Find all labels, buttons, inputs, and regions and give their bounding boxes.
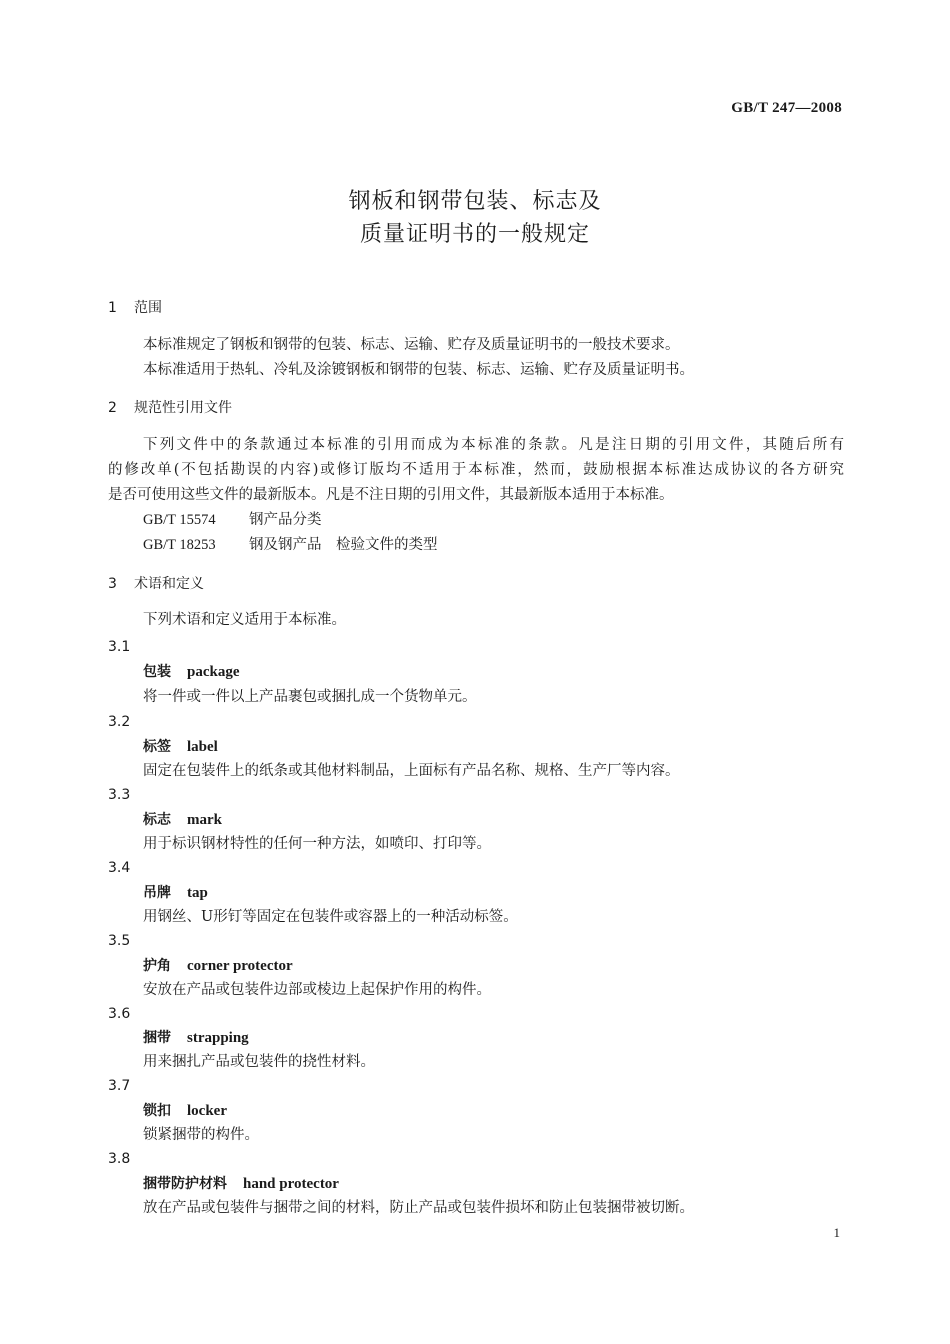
term-chinese: 吊牌	[143, 885, 171, 901]
term-number: 3.5	[108, 933, 131, 949]
section-title: 规范性引用文件	[134, 400, 232, 416]
term-english: strapping	[187, 1030, 249, 1046]
term-heading	[143, 1174, 844, 1194]
section-number: 2	[108, 400, 117, 416]
reference-item	[143, 535, 844, 555]
term-heading	[143, 662, 844, 682]
term-heading	[143, 737, 844, 757]
term-number: 3.2	[108, 714, 131, 730]
term-definition: 锁紧捆带的构件。	[143, 1127, 259, 1143]
paragraph: 本标准规定了钢板和钢带的包装、标志、运输、贮存及质量证明书的一般技术要求。	[143, 337, 680, 353]
term-chinese: 标签	[143, 739, 171, 755]
term-definition: 放在产品或包装件与捆带之间的材料，防止产品或包装件损坏和防止包装捆带被切断。	[143, 1200, 694, 1216]
page-number: 1	[833, 1225, 840, 1240]
term-chinese: 护角	[143, 958, 171, 974]
term-number: 3.7	[108, 1078, 131, 1094]
term-english: label	[187, 739, 218, 755]
term-english: corner protector	[187, 958, 293, 974]
paragraph-line: 是否可使用这些文件的最新版本。凡是不注日期的引用文件，其最新版本适用于本标准。	[108, 487, 674, 503]
term-english: hand protector	[243, 1176, 339, 1192]
term-english: tap	[187, 885, 208, 901]
term-definition: 用钢丝、U形钉等固定在包装件或容器上的一种活动标签。	[143, 909, 518, 925]
section-number: 3	[108, 576, 117, 592]
term-number: 3.3	[108, 787, 131, 803]
document-title-line-1: 钢板和钢带包装、标志及	[348, 189, 602, 214]
term-number: 3.4	[108, 860, 131, 876]
term-chinese: 锁扣	[143, 1103, 171, 1119]
term-definition: 固定在包装件上的纸条或其他材料制品，上面标有产品名称、规格、生产厂等内容。	[143, 763, 680, 779]
paragraph-line: 下列文件中的条款通过本标准的引用而成为本标准的条款。凡是注日期的引用文件，其随后所有	[143, 437, 844, 453]
paragraph: 下列术语和定义适用于本标准。	[143, 612, 346, 628]
paragraph-line: 的修改单(不包括勘误的内容)或修订版均不适用于本标准，然而，鼓励根据本标准达成协议的各方研究	[108, 462, 844, 478]
term-heading	[143, 956, 844, 976]
term-chinese: 包装	[143, 664, 171, 680]
term-english: mark	[187, 812, 222, 828]
term-heading	[143, 1101, 844, 1121]
term-definition: 将一件或一件以上产品裹包或捆扎成一个货物单元。	[143, 689, 477, 705]
section-number: 1	[108, 300, 117, 316]
section-title: 范围	[134, 300, 162, 316]
term-chinese: 标志	[143, 812, 171, 828]
section-title: 术语和定义	[134, 576, 204, 592]
term-definition: 安放在产品或包装件边部或棱边上起保护作用的构件。	[143, 982, 491, 998]
document-title-line-2: 质量证明书的一般规定	[359, 222, 590, 247]
term-heading	[143, 1028, 844, 1048]
reference-code: GB/T 15574	[143, 512, 216, 528]
section-heading-scope	[108, 298, 844, 318]
reference-code: GB/T 18253	[143, 537, 216, 553]
term-number: 3.8	[108, 1151, 131, 1167]
term-heading	[143, 810, 844, 830]
term-definition: 用于标识钢材特性的任何一种方法，如喷印、打印等。	[143, 836, 491, 852]
term-chinese: 捆带防护材料	[143, 1176, 227, 1192]
term-english: locker	[187, 1103, 227, 1119]
term-english: package	[187, 664, 240, 680]
paragraph: 本标准适用于热轧、冷轧及涂镀钢板和钢带的包装、标志、运输、贮存及质量证明书。	[143, 362, 694, 378]
section-heading-normative-references	[108, 398, 844, 418]
term-definition: 用来捆扎产品或包装件的挠性材料。	[143, 1054, 375, 1070]
term-number: 3.6	[108, 1006, 131, 1022]
term-chinese: 捆带	[143, 1030, 171, 1046]
term-number: 3.1	[108, 639, 131, 655]
standard-number: GB/T 247—2008	[731, 100, 842, 116]
reference-title: 钢及钢产品 检验文件的类型	[249, 537, 438, 553]
reference-item	[143, 510, 844, 530]
reference-title: 钢产品分类	[249, 512, 322, 528]
term-heading	[143, 883, 844, 903]
section-heading-terms-and-definitions	[108, 574, 844, 594]
